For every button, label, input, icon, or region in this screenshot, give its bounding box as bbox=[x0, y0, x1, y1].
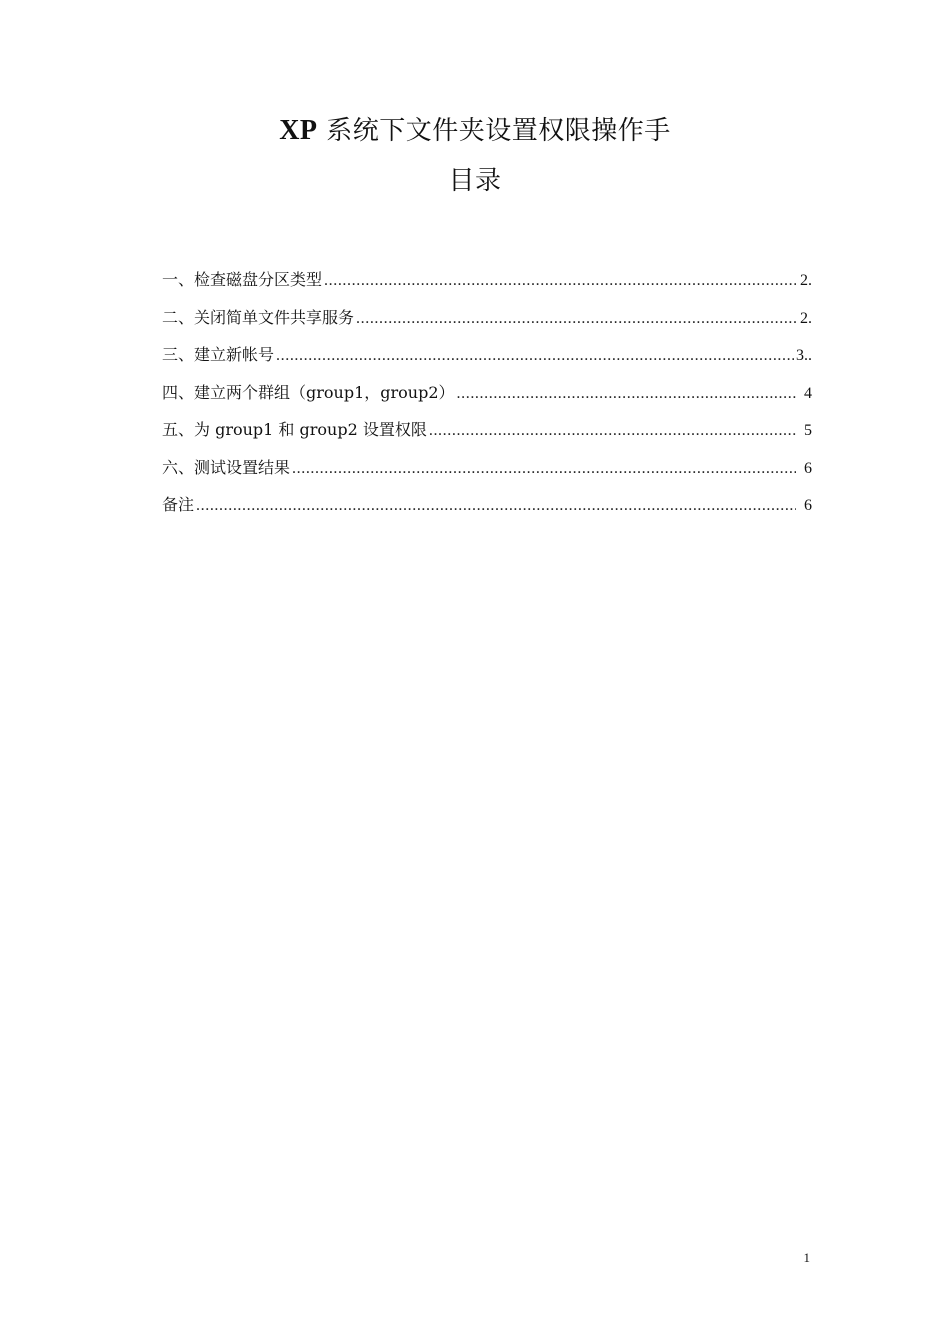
title-prefix: XP bbox=[279, 115, 318, 146]
toc-entry-label: 备注 bbox=[162, 495, 195, 514]
toc-entry-page: 5 bbox=[804, 422, 812, 439]
toc-entry[interactable] bbox=[162, 458, 812, 496]
toc-dot-leader bbox=[324, 271, 796, 291]
toc-entry-label: 一、检查磁盘分区类型 bbox=[162, 270, 323, 289]
toc-entry-page: 6 bbox=[804, 459, 812, 477]
toc-dot-leader bbox=[276, 346, 794, 366]
page-number: 1 bbox=[803, 1250, 810, 1265]
toc-heading: 目录 bbox=[448, 166, 502, 196]
toc-entry-page: 3.. bbox=[796, 347, 812, 364]
toc-entry-page: 4 bbox=[804, 384, 812, 402]
toc-dot-leader bbox=[292, 459, 796, 479]
toc-entry[interactable] bbox=[162, 383, 812, 421]
toc-entry[interactable] bbox=[162, 495, 812, 533]
toc-entry[interactable] bbox=[162, 345, 812, 383]
document-title bbox=[0, 114, 950, 148]
toc-entry-page: 6 bbox=[804, 497, 812, 514]
toc-entry-label: 四、建立两个群组（group1，group2） bbox=[162, 382, 455, 402]
toc-dot-leader bbox=[196, 496, 796, 516]
toc-dot-leader bbox=[457, 384, 796, 404]
toc-entry[interactable] bbox=[162, 270, 812, 308]
toc-entry-label: 二、关闭简单文件共享服务 bbox=[162, 307, 355, 327]
toc-entry[interactable] bbox=[162, 420, 812, 458]
title-text: 系统下文件夹设置权限操作手 bbox=[326, 116, 671, 146]
toc-entry-page: 2. bbox=[800, 272, 812, 289]
toc-entry-label: 五、为 group1 和 group2 设置权限 bbox=[162, 420, 427, 439]
table-of-contents bbox=[162, 270, 812, 533]
toc-dot-leader bbox=[429, 421, 796, 441]
toc-dot-leader bbox=[356, 309, 796, 329]
toc-entry[interactable] bbox=[162, 308, 812, 346]
toc-entry-page: 2. bbox=[800, 309, 812, 327]
toc-entry-label: 六、测试设置结果 bbox=[162, 457, 291, 477]
toc-entry-label: 三、建立新帐号 bbox=[162, 345, 275, 364]
